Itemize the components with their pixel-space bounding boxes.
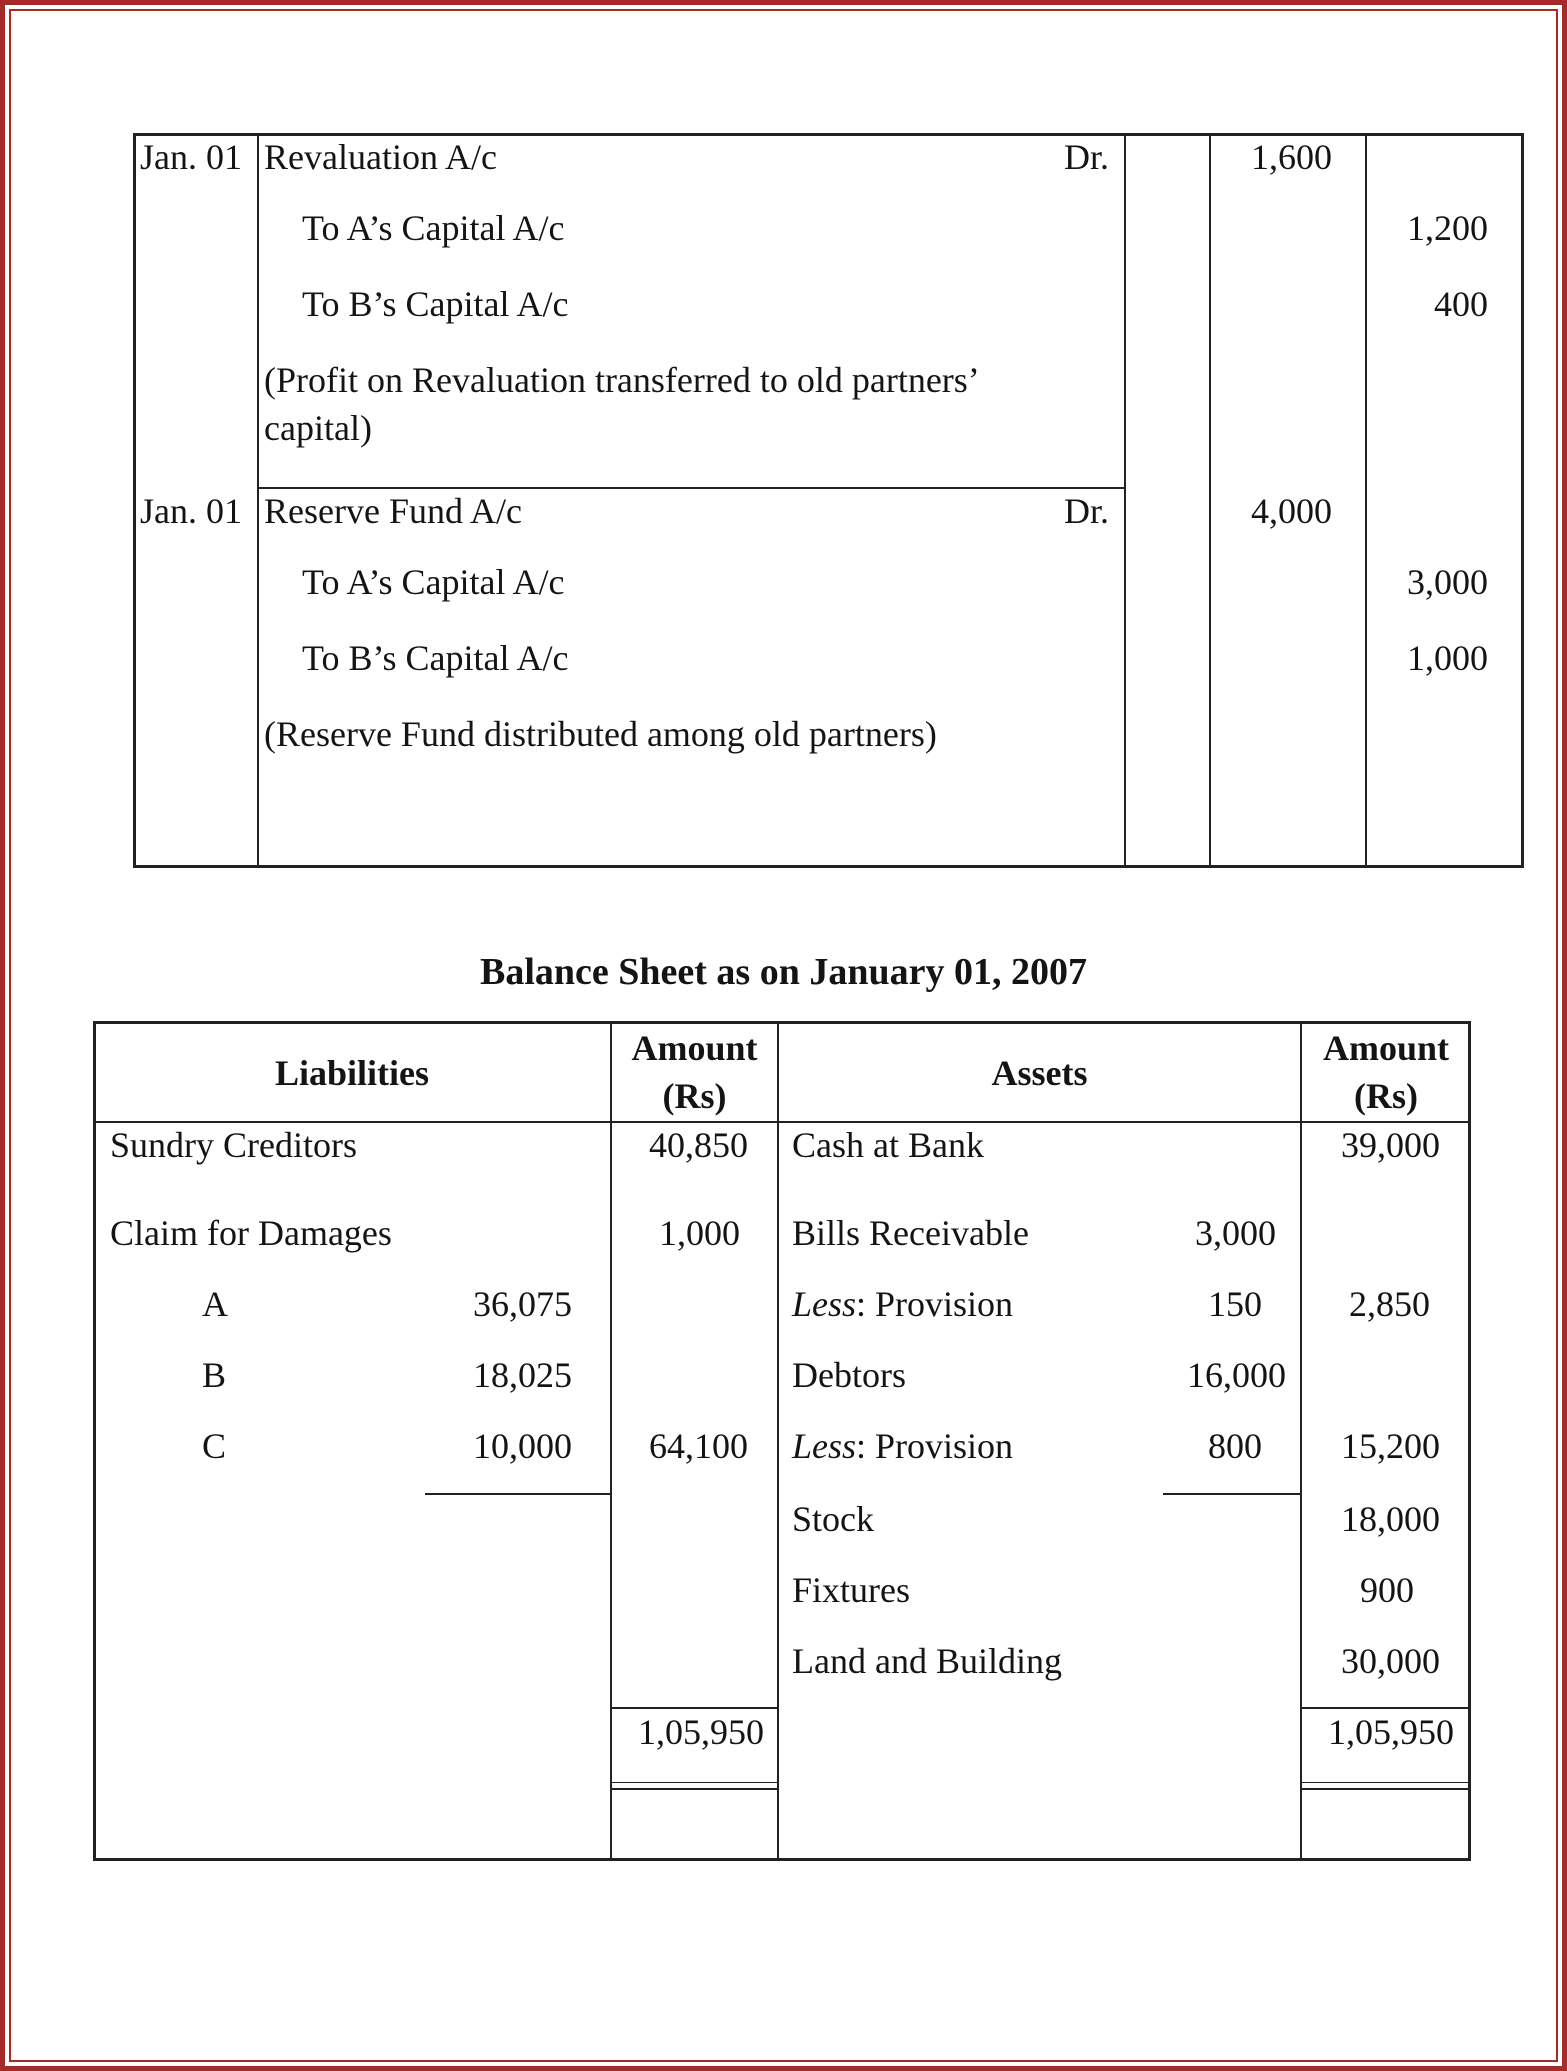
asset-inner-amount: 3,000 <box>1195 1213 1276 1253</box>
journal-col-divider <box>1209 134 1211 867</box>
journal-col-divider <box>1124 134 1126 867</box>
narration: (Reserve Fund distributed among old partners) <box>264 714 937 754</box>
assets-header: Assets <box>991 1053 1088 1093</box>
asset-label: Land and Building <box>792 1641 1062 1681</box>
liabilities-header: Liabilities <box>274 1053 430 1093</box>
subtotal-rule <box>1163 1493 1300 1495</box>
credit-amount: 1,000 <box>1407 638 1488 678</box>
journal-entry-separator <box>258 487 1124 489</box>
asset-amount: 2,850 <box>1349 1284 1430 1324</box>
amount-header-unit: (Rs) <box>662 1076 727 1116</box>
less-label: Less <box>792 1284 857 1324</box>
debit-amount: 1,600 <box>1251 137 1332 177</box>
partner-name: B <box>202 1355 227 1395</box>
capitals-total: 64,100 <box>649 1426 748 1466</box>
liability-label: Sundry Creditors <box>110 1125 357 1165</box>
asset-label: Fixtures <box>792 1570 911 1610</box>
asset-inner-amount: 150 <box>1208 1284 1262 1324</box>
balance-sheet-title: Balance Sheet as on January 01, 2007 <box>480 951 1087 993</box>
partner-capital: 18,025 <box>473 1355 572 1395</box>
journal-col-divider <box>1365 134 1367 867</box>
journal-col-divider <box>257 134 259 867</box>
partner-capital: 10,000 <box>473 1426 572 1466</box>
debit-account: Revaluation A/c <box>264 137 497 177</box>
asset-amount: 15,200 <box>1341 1426 1440 1466</box>
total-double-rule <box>611 1788 777 1790</box>
bs-header-rule <box>94 1121 1470 1123</box>
liability-label: Claim for Damages <box>110 1213 392 1253</box>
total-rule-top <box>611 1707 777 1709</box>
narration: (Profit on Revaluation transferred to old partners’ <box>264 360 980 400</box>
subtotal-rule <box>425 1493 610 1495</box>
total-rule-top <box>1301 1707 1470 1709</box>
asset-label: Bills Receivable <box>792 1213 1029 1253</box>
credit-amount: 1,200 <box>1407 208 1488 248</box>
credit-amount: 400 <box>1434 284 1488 324</box>
narration: capital) <box>264 408 372 448</box>
partner-name: C <box>202 1426 227 1466</box>
asset-amount: 30,000 <box>1341 1641 1440 1681</box>
asset-inner-amount: 16,000 <box>1187 1355 1286 1395</box>
dr-label: Dr. <box>1064 137 1109 177</box>
credit-account: To B’s Capital A/c <box>302 284 569 324</box>
asset-label: Cash at Bank <box>792 1125 984 1165</box>
debit-amount: 4,000 <box>1251 491 1332 531</box>
provision-label <box>792 1425 1013 1467</box>
asset-amount: 39,000 <box>1341 1125 1440 1165</box>
provision-label <box>792 1283 1013 1325</box>
provision-text: : Provision <box>856 1426 1014 1466</box>
total-double-rule <box>1301 1782 1470 1783</box>
partner-capital: 36,075 <box>473 1284 572 1324</box>
entry-date: Jan. 01 <box>140 491 242 531</box>
bs-col-divider <box>777 1022 779 1860</box>
amount-header: Amount <box>631 1028 758 1068</box>
liability-amount: 1,000 <box>659 1213 740 1253</box>
entry-date: Jan. 01 <box>140 137 242 177</box>
credit-account: To A’s Capital A/c <box>302 208 565 248</box>
asset-label: Debtors <box>792 1355 906 1395</box>
amount-header: Amount <box>1322 1028 1450 1068</box>
partner-name: A <box>202 1284 228 1324</box>
total-double-rule <box>611 1782 777 1783</box>
total-double-rule <box>1301 1788 1470 1790</box>
amount-header-unit: (Rs) <box>1354 1076 1418 1116</box>
asset-inner-amount: 800 <box>1208 1426 1262 1466</box>
credit-account: To B’s Capital A/c <box>302 638 569 678</box>
credit-account: To A’s Capital A/c <box>302 562 565 602</box>
assets-total: 1,05,950 <box>1328 1712 1454 1752</box>
liability-amount: 40,850 <box>649 1125 748 1165</box>
credit-amount: 3,000 <box>1407 562 1488 602</box>
provision-text: : Provision <box>856 1284 1014 1324</box>
liabilities-total: 1,05,950 <box>638 1712 764 1752</box>
asset-amount: 18,000 <box>1341 1499 1440 1539</box>
asset-label: Stock <box>792 1499 875 1539</box>
less-label: Less <box>792 1426 857 1466</box>
asset-amount: 900 <box>1360 1570 1414 1610</box>
dr-label: Dr. <box>1064 491 1109 531</box>
debit-account: Reserve Fund A/c <box>264 491 522 531</box>
